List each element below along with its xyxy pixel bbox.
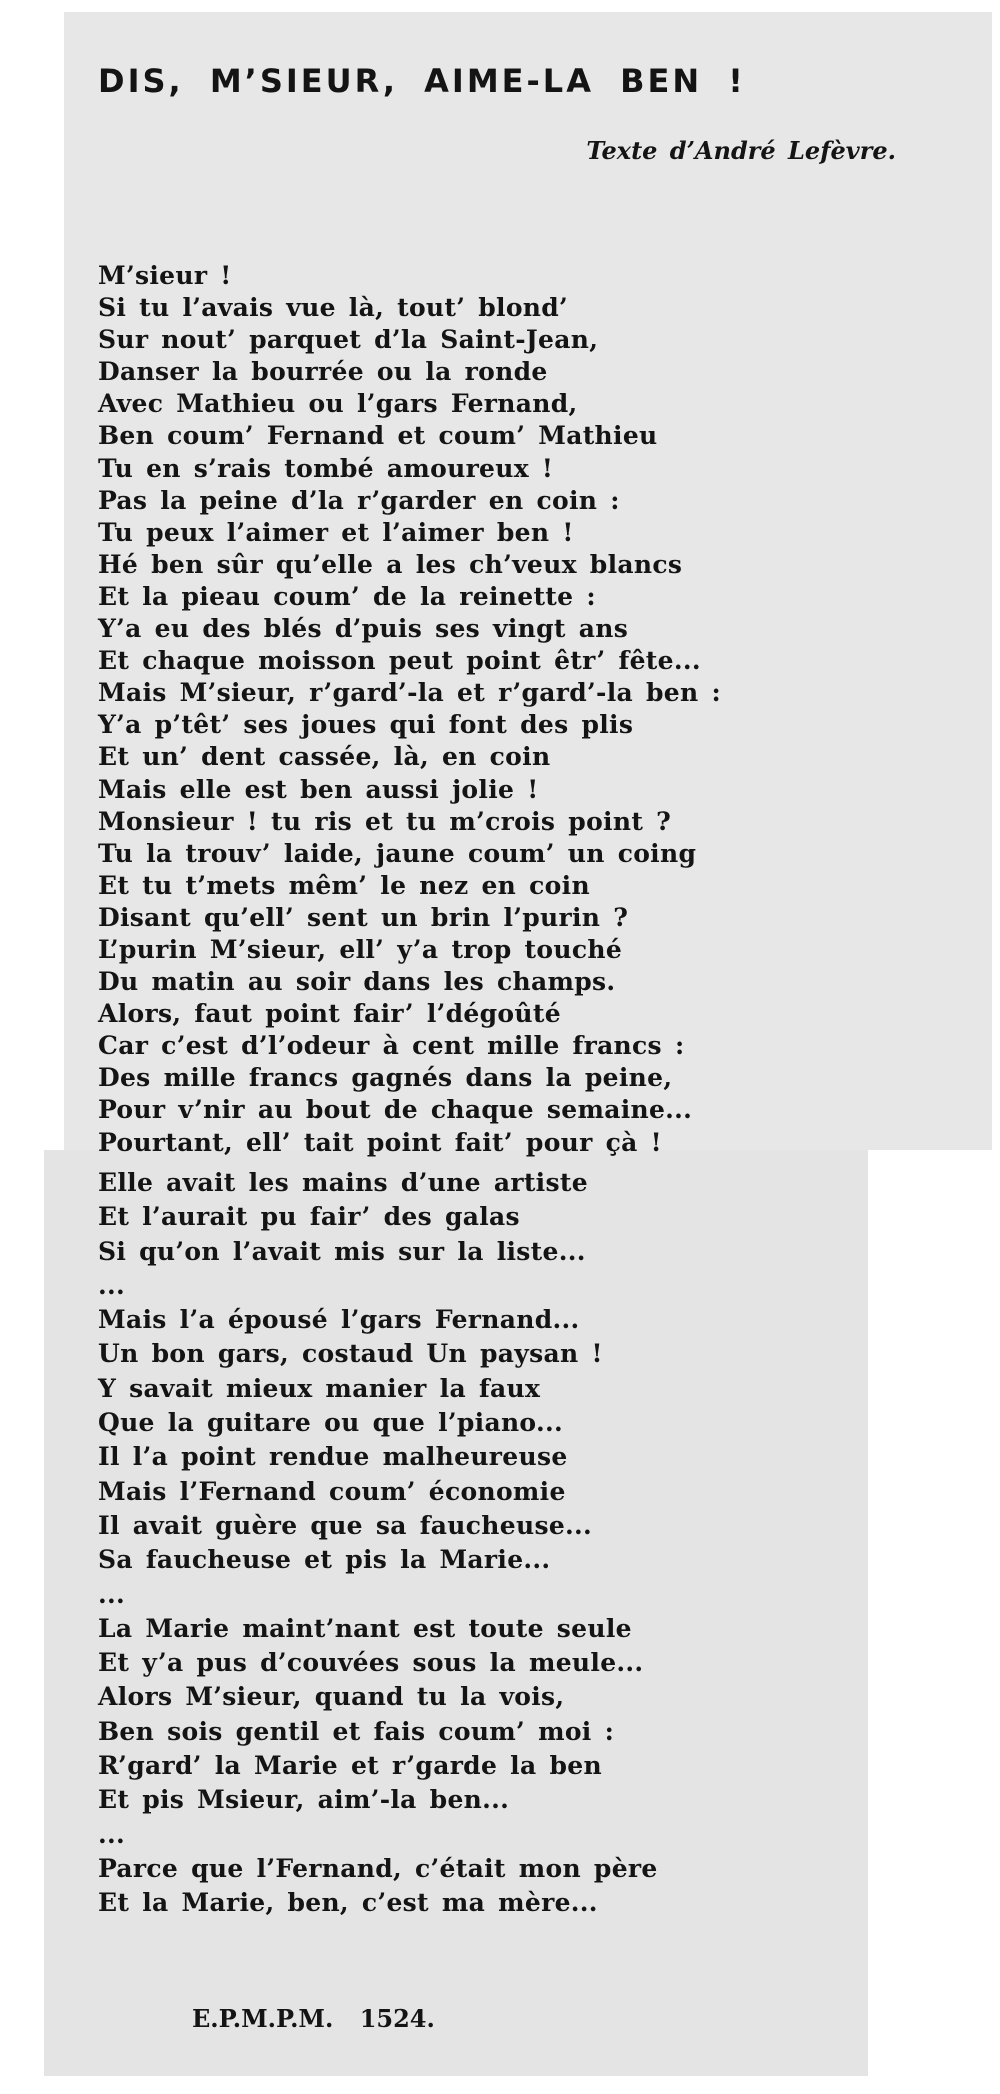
verse-line: Pas la peine d’la r’garder en coin : bbox=[98, 485, 620, 515]
verse-line: ... bbox=[98, 1819, 126, 1849]
verse-line: Pour v’nir au bout de chaque semaine... bbox=[98, 1095, 693, 1125]
verse-line: Mais l’Fernand coum’ économie bbox=[98, 1476, 566, 1506]
verse-line: Y’a eu des blés d’puis ses vingt ans bbox=[98, 614, 629, 644]
verse-line: ... bbox=[98, 1270, 126, 1300]
verse-line: Et y’a pus d’couvées sous la meule... bbox=[98, 1648, 644, 1678]
verse-line: Un bon gars, costaud Un paysan ! bbox=[98, 1339, 603, 1369]
verse-line: Sa faucheuse et pis la Marie... bbox=[98, 1545, 551, 1575]
verse-line: L’purin M’sieur, ell’ y’a trop touché bbox=[98, 934, 623, 964]
verse-line: Et la pieau coum’ de la reinette : bbox=[98, 581, 596, 611]
verse-line: Des mille francs gagnés dans la peine, bbox=[98, 1063, 673, 1093]
verse-block-top bbox=[98, 260, 721, 1159]
verse-line: Ben coum’ Fernand et coum’ Mathieu bbox=[98, 421, 658, 451]
verse-line: Si tu l’avais vue là, tout’ blond’ bbox=[98, 293, 569, 323]
verse-line: Si qu’on l’avait mis sur la liste... bbox=[98, 1236, 586, 1266]
verse-line: Alors M’sieur, quand tu la vois, bbox=[98, 1682, 565, 1712]
verse-line: ... bbox=[98, 1579, 126, 1609]
verse-line: Disant qu’ell’ sent un brin l’purin ? bbox=[98, 902, 629, 932]
verse-line: Et tu t’mets mêm’ le nez en coin bbox=[98, 870, 590, 900]
verse-line: Et un’ dent cassée, là, en coin bbox=[98, 742, 551, 772]
verse-line: Danser la bourrée ou la ronde bbox=[98, 357, 548, 387]
verse-line: Mais l’a épousé l’gars Fernand... bbox=[98, 1305, 580, 1335]
verse-line: Y’a p’têt’ ses joues qui font des plis bbox=[98, 710, 634, 740]
verse-line: Parce que l’Fernand, c’était mon père bbox=[98, 1853, 658, 1883]
verse-line: Ben sois gentil et fais coum’ moi : bbox=[98, 1716, 615, 1746]
verse-line: Monsieur ! tu ris et tu m’crois point ? bbox=[98, 806, 672, 836]
verse-line: Avec Mathieu ou l’gars Fernand, bbox=[98, 389, 578, 419]
verse-line: Tu en s’rais tombé amoureux ! bbox=[98, 453, 554, 483]
verse-line: Il l’a point rendue malheureuse bbox=[98, 1442, 568, 1472]
verse-line: Il avait guère que sa faucheuse... bbox=[98, 1510, 593, 1540]
verse-line: Que la guitare ou que l’piano... bbox=[98, 1408, 563, 1438]
verse-block-bottom bbox=[98, 1166, 658, 1921]
author-credit: Texte d’André Lefèvre. bbox=[586, 136, 896, 165]
verse-line: Et l’aurait pu fair’ des galas bbox=[98, 1202, 520, 1232]
verse-line: Y savait mieux manier la faux bbox=[98, 1373, 541, 1403]
verse-line: Et la Marie, ben, c’est ma mère... bbox=[98, 1888, 598, 1918]
verse-line: Mais elle est ben aussi jolie ! bbox=[98, 774, 539, 804]
verse-line: Du matin au soir dans les champs. bbox=[98, 967, 616, 997]
verse-line: Car c’est d’l’odeur à cent mille francs : bbox=[98, 1031, 685, 1061]
verse-line: Sur nout’ parquet d’la Saint-Jean, bbox=[98, 325, 599, 355]
verse-line: M’sieur ! bbox=[98, 261, 232, 290]
verse-line: Et pis Msieur, aim’-la ben... bbox=[98, 1785, 510, 1815]
verse-line: La Marie maint’nant est toute seule bbox=[98, 1613, 632, 1643]
song-title: DIS, M’SIEUR, AIME-LA BEN ! bbox=[98, 62, 746, 100]
verse-line: Et chaque moisson peut point êtr’ fête... bbox=[98, 646, 701, 676]
verse-line: Mais M’sieur, r’gard’-la et r’gard’-la ben : bbox=[98, 678, 721, 708]
verse-line: Tu peux l’aimer et l’aimer ben ! bbox=[98, 517, 574, 547]
verse-line: Hé ben sûr qu’elle a les ch’veux blancs bbox=[98, 549, 683, 579]
verse-line: Tu la trouv’ laide, jaune coum’ un coing bbox=[98, 838, 697, 868]
verse-line: R’gard’ la Marie et r’garde la ben bbox=[98, 1751, 602, 1781]
verse-line: Elle avait les mains d’une artiste bbox=[98, 1168, 588, 1197]
catalog-number: E.P.M.P.M. 1524. bbox=[192, 2004, 435, 2033]
verse-line: Alors, faut point fair’ l’dégoûté bbox=[98, 999, 561, 1029]
verse-line: Pourtant, ell’ tait point fait’ pour çà ! bbox=[98, 1127, 662, 1157]
